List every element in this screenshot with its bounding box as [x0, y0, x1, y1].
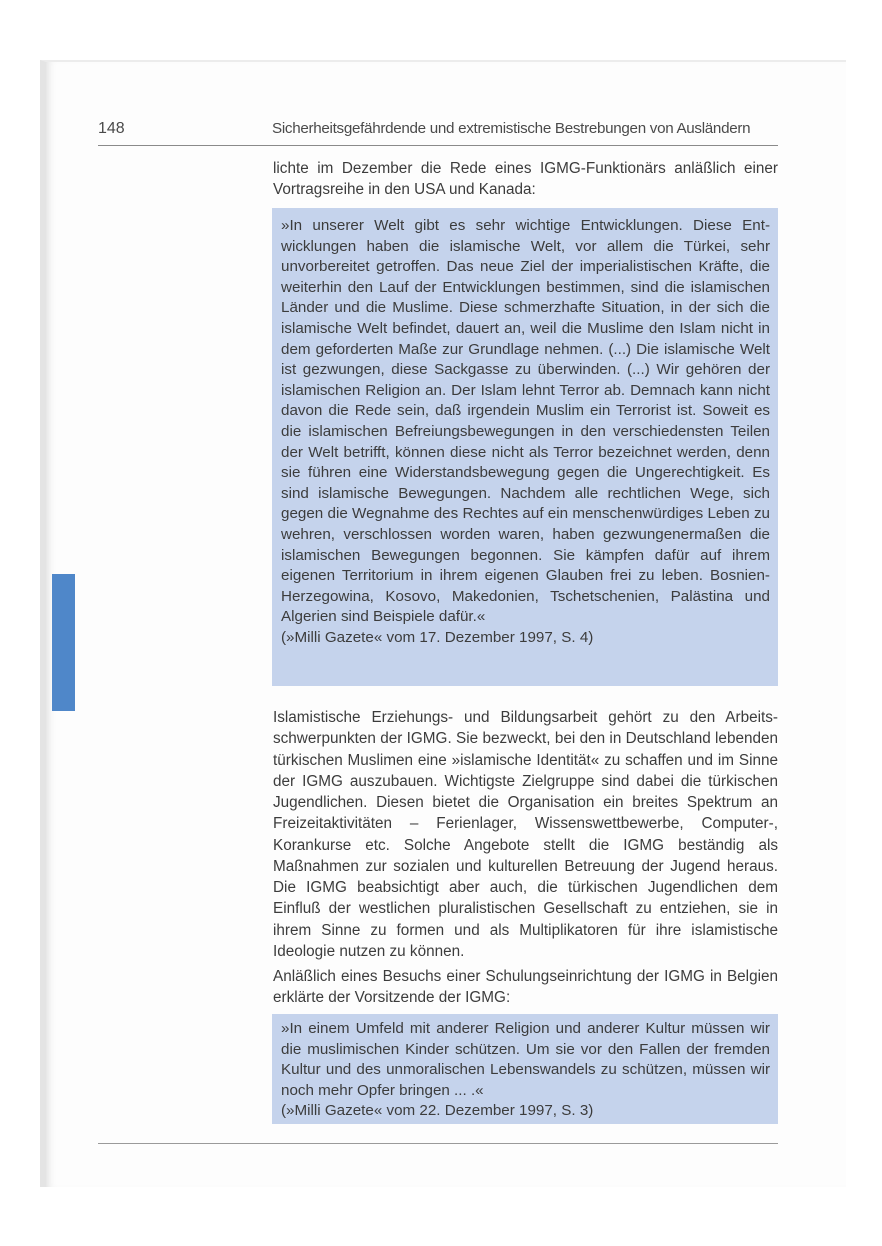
- chapter-marker-tab: [52, 574, 75, 711]
- quote-box-1: [272, 208, 778, 686]
- footer-divider: [98, 1143, 778, 1144]
- quote-text: »In einem Umfeld mit anderer Religion und anderer Kultur müssen wir die muslimischen Kinder schützen. Um sie vor den Fallen der fremden Kultur und des unmoralischen Lebenswandels zu schützen, müssen wir noch mehr Opfer bringen ... .«: [281, 1020, 770, 1099]
- body-paragraph-1: Islamistische Erziehungs- und Bildungsarbeit gehört zu den Arbeitsschwerpunkten der IGMG. Sie bezweckt, bei den in Deutschland lebenden türkischen Muslimen eine »islamische Identität« zu schaffen und im Sinne der IGMG auszubauen. Wichtigste Zielgruppe sind dabei die türkischen Jugendlichen. Diesen bietet die Organisation ein breites Spektrum an Freizeitaktivitäten – Ferienlager, Wissenswettbewerbe, Computer-, Korankurse etc. Solche Angebote stellt die IGMG beständig als Maßnahmen zur sozialen und kulturellen Betreuung der Jugend heraus. Die IGMG beabsichtigt aber auch, die türkischen Jugendlichen dem Einfluß der westlichen pluralistischen Gesellschaft zu entziehen, sie in ihrem Sinne zu formen und als Multiplikatoren für ihre islamistische Ideologie nutzen zu können.: [273, 709, 778, 960]
- quote-box-2: [272, 1014, 778, 1124]
- running-header: Sicherheitsgefährdende und extremistische Bestrebungen von Ausländern: [272, 120, 751, 137]
- header-divider: [98, 145, 778, 146]
- intro-paragraph: lichte im Dezember die Rede eines IGMG-Funktionärs anläßlich einer Vortragsreihe in den USA und Kanada:: [273, 160, 778, 199]
- quote-text: »In unserer Welt gibt es sehr wichtige Entwicklungen. Diese Entwicklungen haben die islamische Welt, vor allem die Türkei, sehr unvorbereitet getroffen. Das neue Ziel der imperialistischen Kräfte, die weiterhin den Lauf der Entwicklungen bestimmen, sind die islamischen Länder und die Muslime. Diese schmerzhafte Situation, in der sich die islamische Welt befindet, dauert an, weil die Muslime den Islam nicht in dem geforderten Maße zur Grundlage nehmen. (...) Die islamische Welt ist gezwungen, diese Sackgasse zu überwinden. (...) Wir gehören der islamischen Religion an. Der Islam lehnt Terror ab. Demnach kann nicht davon die Rede sein, daß irgendein Muslim ein Terrorist ist. Soweit es die islamischen Befreiungsbewegungen in den verschiedensten Teilen der Welt betrifft, können diese nicht als Terror bezeichnet werden, denn sie führen eine Widerstandsbewegung gegen die Ungerechtigkeit. Es sind islamische Bewegungen. Nachdem alle rechtlichen Wege, sich gegen die Wegnahme des Rechtes auf ein menschenwürdiges Leben zu wehren, verschlossen worden waren, haben gezwungenermaßen die islamischen Bewegungen begonnen. Sie kämpfen dafür auf ihrem eigenen Territorium in ihrem eigenen Glauben frei zu leben. Bosnien-Herzegowina, Kosovo, Makedonien, Tschetschenien, Palästina und Algerien sind Beispiele dafür.«: [281, 217, 770, 626]
- body-paragraph-2: Anläßlich eines Besuchs einer Schulungseinrichtung der IGMG in Belgien erklärte der Vorsitzende der IGMG:: [273, 968, 778, 1007]
- quote-source: (»Milli Gazete« vom 22. Dezember 1997, S. 3): [281, 1102, 594, 1120]
- quote-source: (»Milli Gazete« vom 17. Dezember 1997, S. 4): [281, 628, 594, 646]
- page-number: 148: [98, 120, 125, 137]
